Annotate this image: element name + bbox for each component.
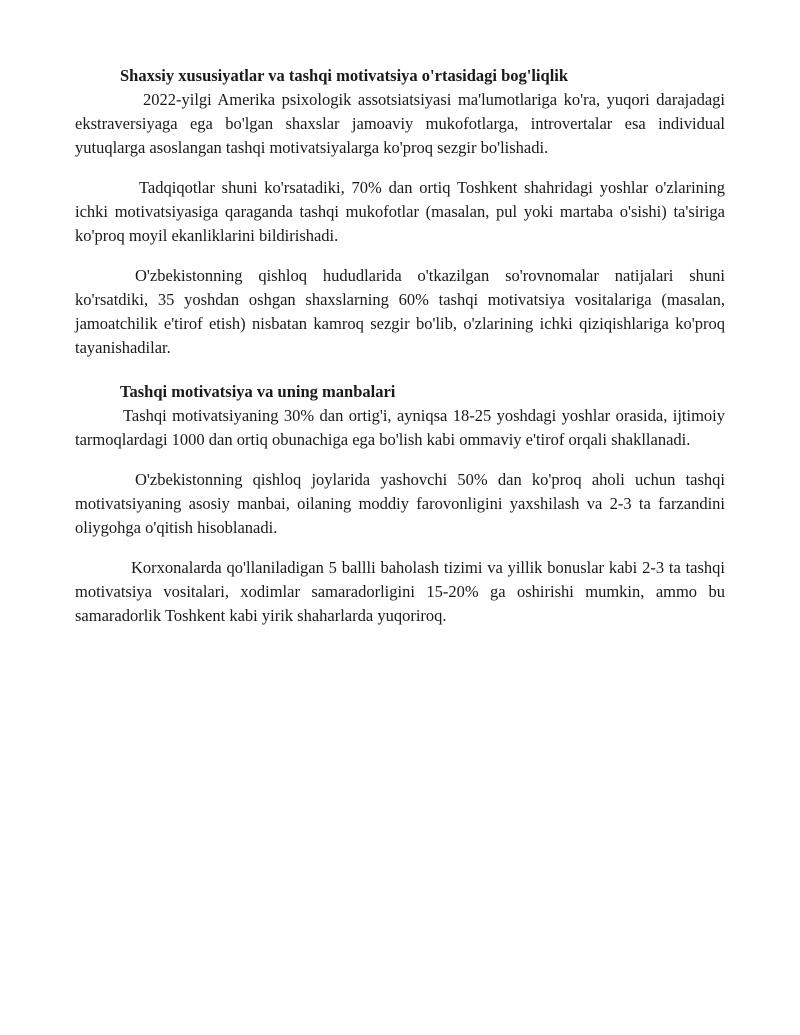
paragraph-apa-study: 2022-yilgi Amerika psixologik assotsiatsiyasi ma'lumotlariga ko'ra, yuqori darajadagi ekstraversiyaga ega bo'lgan shaxslar jamoaviy mukofotlarga, introvertalar esa individual yutuqlarga asoslangan tashqi motivatsiyalarga ko'proq sezgir bo'lishadi. [75, 90, 725, 157]
paragraph-social-media: Tashqi motivatsiyaning 30% dan ortig'i, ayniqsa 18-25 yoshdagi yoshlar orasida, ijtimoiy tarmoqlardagi 1000 dan ortiq obunachiga ega bo'lish kabi ommaviy e'tirof orqali shakllanadi. [75, 406, 725, 449]
section-heading-personality: Shaxsiy xususiyatlar va tashqi motivatsiya o'rtasidagi bog'liqlik [120, 66, 569, 85]
paragraph-rural-families: O'zbekistonning qishloq joylarida yashovchi 50% dan ko'proq aholi uchun tashqi motivatsiyaning asosiy manbai, oilaning moddiy farovonligini yaxshilash va 2-3 ta farzandini oliygohga o'qitish hisoblanadi. [75, 470, 725, 537]
section-heading-sources: Tashqi motivatsiya va uning manbalari [120, 382, 396, 401]
paragraph-rural-survey: O'zbekistonning qishloq hududlarida o'tkazilgan so'rovnomalar natijalari shuni ko'rsatdiki, 35 yoshdan oshgan shaxslarning 60% tashqi motivatsiya vositalariga (masalan, jamoatchilik e'tirof etish) nisbatan kamroq sezgir bo'lib, o'zlarining ichki qiziqishlariga ko'proq tayanishadilar. [75, 266, 725, 357]
document-page [75, 64, 725, 644]
paragraph-enterprise-bonuses: Korxonalarda qo'llaniladigan 5 ballli baholash tizimi va yillik bonuslar kabi 2-3 ta tashqi motivatsiya vositalari, xodimlar samaradorligini 15-20% ga oshirishi mumkin, ammo bu samaradorlik Toshkent kabi yirik shaharlarda yuqoriroq. [75, 558, 725, 625]
paragraph-tashkent-youth: Tadqiqotlar shuni ko'rsatadiki, 70% dan ortiq Toshkent shahridagi yoshlar o'zlarining ichki motivatsiyasiga qaraganda tashqi mukofotlar (masalan, pul yoki martaba o'sishi) ta'siriga ko'proq moyil ekanliklarini bildirishadi. [75, 178, 725, 245]
